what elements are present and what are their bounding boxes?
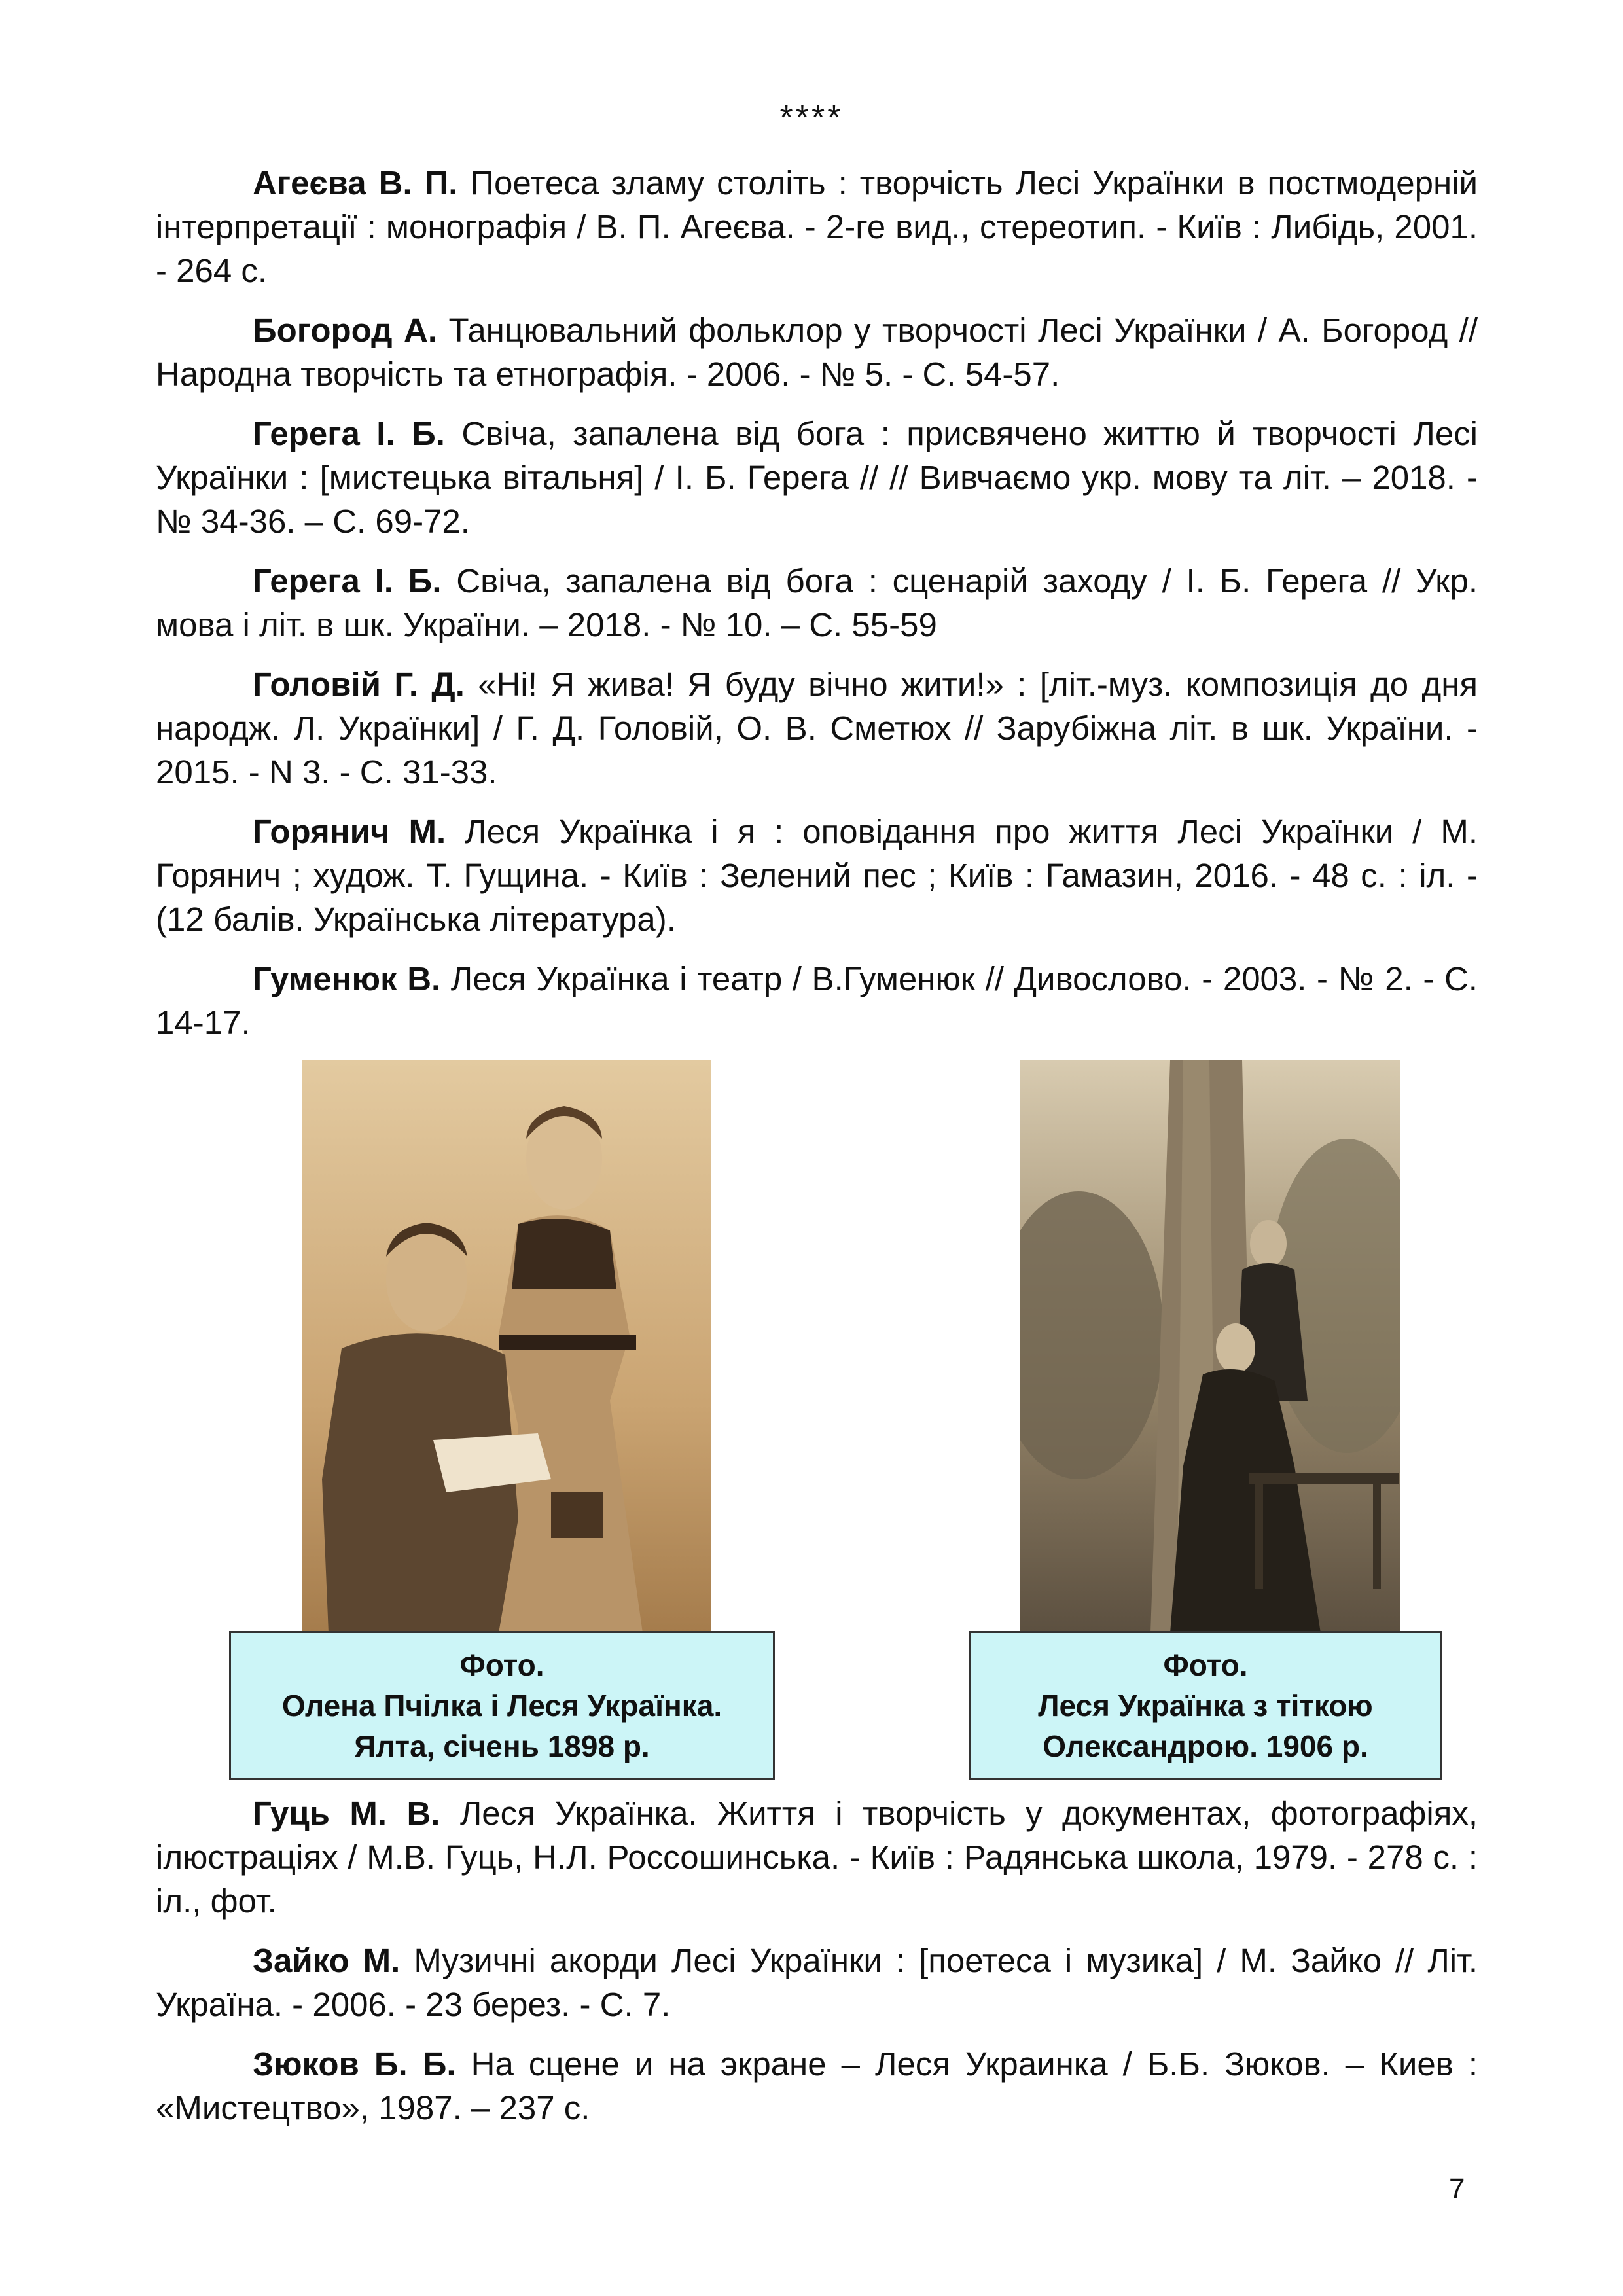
entry-author: Головій Г. Д. (253, 666, 465, 703)
bibliography-entry (156, 810, 1478, 941)
section-separator: **** (779, 99, 844, 137)
entry-author: Гуменюк В. (253, 960, 441, 997)
entry-author: Агеєва В. П. (253, 164, 458, 202)
bibliography-entry (156, 2042, 1478, 2130)
bibliography-entry (156, 1939, 1478, 2026)
caption-line: Олена Пчілка і Леся Українка. (281, 1689, 722, 1723)
bibliography-list-bottom (156, 1791, 1478, 2145)
caption-line: Ялта, січень 1898 р. (354, 1729, 650, 1763)
entry-author: Зюков Б. Б. (253, 2045, 456, 2083)
entry-text: Свіча, запалена від бога : сценарій заходу / І. Б. Герега // Укр. мова і літ. в шк. України. – 2018. - № 10. – С. 55-59 (156, 562, 1478, 643)
entry-text: Музичні акорди Лесі Українки : [поетеса і музика] / М. Зайко // Літ. Україна. - 2006. - 23 берез. - С. 7. (156, 1942, 1478, 2023)
entry-text: Танцювальний фольклор у творчості Лесі Українки / А. Богород // Народна творчість та етнографія. - 2006. - № 5. - С. 54-57. (156, 312, 1478, 393)
entry-author: Горянич М. (253, 813, 446, 850)
bibliography-entry (156, 662, 1478, 794)
entry-text: Свіча, запалена від бога : присвячено життю й творчості Лесі Українки : [мистецька вітальня] / І. Б. Герега // // Вивчаємо укр. мову та літ. – 2018. - № 34-36. – С. 69-72. (156, 415, 1478, 540)
entry-author: Герега І. Б. (253, 562, 442, 600)
caption-line: Леся Українка з тіткою (1038, 1689, 1373, 1723)
entry-text: Леся Українка і я : оповідання про життя Лесі Українки / М. Горянич ; худож. Т. Гущина. - Київ : Зелений пес ; Київ : Гамазин, 2016. - 48 с. : іл. - (12 балів. Українська література). (156, 813, 1478, 938)
entry-text: Поетеса зламу століть : творчість Лесі Українки в постмодерній інтерпретації : монографія / В. П. Агеєва. - 2-ге вид., стереотип. - Київ : Либідь, 2001. - 264 с. (156, 164, 1478, 289)
outdoor-photo-image (1020, 1060, 1400, 1633)
bibliography-entry (156, 957, 1478, 1045)
entry-text: На сцене и на экране – Леся Украинка / Б.Б. Зюков. – Киев : «Мистецтво», 1987. – 237 с. (156, 2045, 1478, 2126)
bibliography-entry (156, 308, 1478, 396)
entry-author: Гуць М. В. (253, 1795, 440, 1832)
photo-caption (969, 1631, 1442, 1780)
bibliography-list-top (156, 161, 1478, 1060)
entry-author: Зайко М. (253, 1942, 401, 1979)
caption-line: Фото. (459, 1648, 544, 1682)
bibliography-entry (156, 412, 1478, 543)
entry-author: Богород А. (253, 312, 437, 349)
photo-caption (229, 1631, 775, 1780)
photo-lesya-ukrainka-with-aunt (1020, 1060, 1400, 1633)
bibliography-entry (156, 161, 1478, 293)
entry-text: Леся Українка і театр / В.Гуменюк // Дивослово. - 2003. - № 2. - С. 14-17. (156, 960, 1478, 1041)
entry-author: Герега І. Б. (253, 415, 445, 452)
bibliography-entry (156, 559, 1478, 647)
entry-text: Леся Українка. Життя і творчість у документах, фотографіях, ілюстраціях / М.В. Гуць, Н.Л. Россошинська. - Київ : Радянська школа, 1979. - 278 с. : іл., фот. (156, 1795, 1478, 1920)
entry-text: «Ні! Я жива! Я буду вічно жити!» : [літ.-муз. композиція до дня народж. Л. Українки] / Г. Д. Головій, О. В. Сметюх // Зарубіжна літ. в шк. України. - 2015. - N 3. - С. 31-33. (156, 666, 1478, 791)
sepia-portrait-image (302, 1060, 711, 1633)
photo-olena-pchilka-lesya-ukrainka (302, 1060, 711, 1633)
caption-line: Фото. (1163, 1648, 1248, 1682)
page-number: 7 (1449, 2173, 1465, 2205)
bibliography-entry (156, 1791, 1478, 1923)
caption-line: Олександрою. 1906 р. (1043, 1729, 1368, 1763)
